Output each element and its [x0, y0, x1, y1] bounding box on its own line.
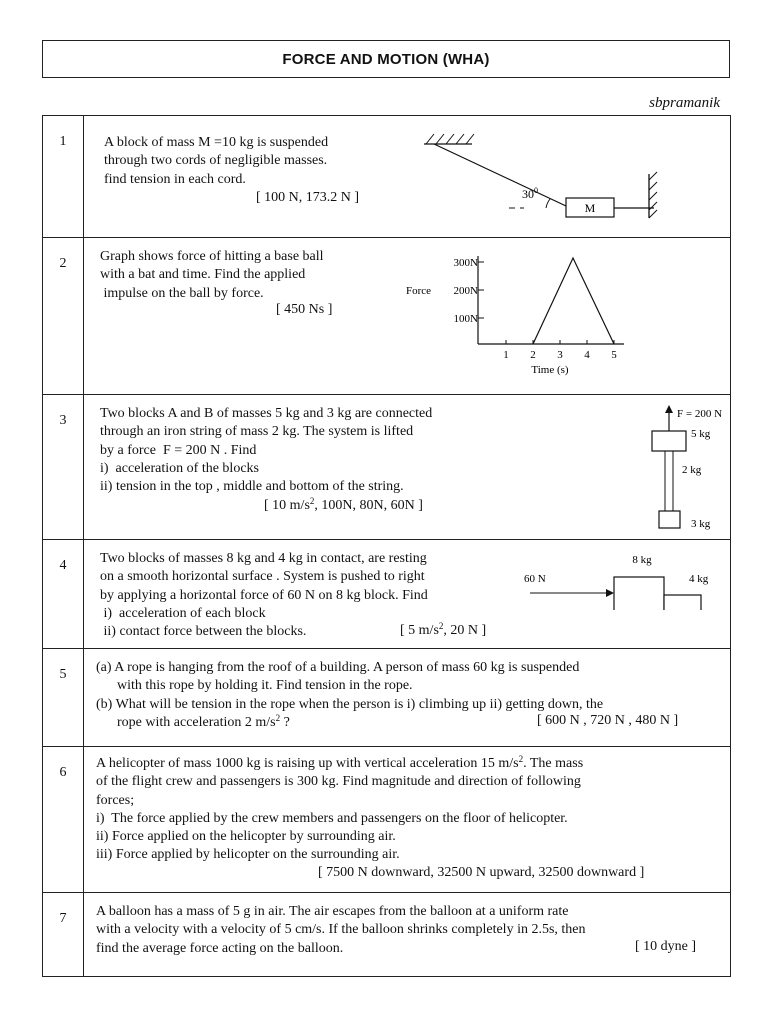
force-curve — [533, 258, 614, 344]
question-number: 1 — [43, 116, 84, 238]
answer: [ 10 dyne ] — [635, 939, 697, 954]
question-table — [42, 115, 731, 977]
question-row — [43, 747, 731, 893]
answer: [ 450 Ns ] — [276, 302, 333, 317]
question-number: 4 — [43, 540, 84, 649]
question-text: Graph shows force of hitting a base ball with a bat and time. Find the applied impulse on the ball by force. — [100, 249, 324, 301]
answer: [ 600 N , 720 N , 480 N ] — [537, 713, 679, 728]
question-row — [43, 649, 731, 747]
xtick-4: 4 — [584, 349, 590, 361]
ytick-300: 300N — [453, 257, 478, 269]
force-label: F = 200 N — [677, 408, 723, 420]
question-number: 5 — [43, 649, 84, 747]
question-number: 7 — [43, 893, 84, 977]
question-body — [84, 893, 731, 977]
question-text: A balloon has a mass of 5 g in air. The air escapes from the balloon at a uniform rate with a velocity with a velocity of 5 cm/s. If the balloon shrinks completely in 2.5s, then find the average force acting on the balloon. — [96, 904, 586, 956]
question-body — [84, 649, 731, 747]
question-text: A helicopter of mass 1000 kg is raising up with vertical acceleration 15 $m/s^2$. The mass of the flight crew and passengers is 300 kg. Find magnitude and direction of following forces; i) The force applied by the crew members and passengers on the floor of helicopter. ii) Force applied on the helicopter by surrounding air. iii) Force applied by helicopter on the surrounding air. — [96, 754, 584, 863]
ytick-200: 200N — [453, 285, 478, 297]
top-mass-label: 5 kg — [691, 428, 711, 440]
question-row — [43, 116, 731, 238]
question-body — [84, 395, 731, 540]
question-number: 6 — [43, 747, 84, 893]
string-mass-label: 2 kg — [682, 464, 702, 476]
angle-label: $30^0$ — [522, 186, 538, 201]
xlabel: Time (s) — [531, 364, 569, 376]
vertical-blocks-figure — [604, 401, 724, 533]
force-time-graph — [402, 246, 632, 386]
block-label: M — [584, 201, 596, 215]
question-body — [84, 116, 731, 238]
xtick-2: 2 — [530, 349, 536, 361]
answer: [ 100 N, 173.2 N ] — [256, 190, 360, 205]
question-text: Two blocks A and B of masses 5 kg and 3 kg are connected through an iron string of mass 2 kg. The system is lifted by a force F = 200 N . Find i) acceleration of the blocks ii) tension in the top , middle and bottom of the string. — [100, 406, 433, 495]
question-text: A block of mass M =10 kg is suspended through two cords of negligible masses. find tension in each cord. — [104, 135, 329, 187]
question-row — [43, 540, 731, 649]
wall-figure — [629, 166, 679, 226]
question-number: 3 — [43, 395, 84, 540]
xtick-3: 3 — [557, 349, 563, 361]
question-body — [84, 747, 731, 893]
question-number: 2 — [43, 238, 84, 395]
xtick-5: 5 — [611, 349, 617, 361]
xtick-1: 1 — [503, 349, 509, 361]
ytick-100: 100N — [453, 313, 478, 325]
question-row — [43, 395, 731, 540]
answer: [ 5 $m/s^2$, 20 N ] — [400, 621, 487, 638]
bottom-mass-label: 3 kg — [691, 518, 711, 530]
answer: [ 7500 N downward, 32500 N upward, 32500 downward ] — [318, 865, 645, 880]
contact-blocks-figure — [524, 548, 714, 610]
question-row — [43, 238, 731, 395]
question-row — [43, 893, 731, 977]
small-mass-label: 4 kg — [689, 573, 709, 585]
question-text: Two blocks of masses 8 kg and 4 kg in contact, are resting on a smooth horizontal surface . System is pushed to right by applying a horizontal force of 60 N on 8 kg block. Find i) acceleration of each block ii) contact force between the blocks. — [100, 551, 428, 640]
suspended-block-figure — [414, 126, 654, 226]
author-name: sbpramanik — [649, 95, 720, 111]
question-body — [84, 540, 731, 649]
page-title: FORCE AND MOTION (WHA) — [282, 50, 490, 68]
ylabel: Force — [406, 285, 432, 297]
question-body — [84, 238, 731, 395]
title-box — [42, 40, 730, 78]
force-label: 60 N — [524, 573, 546, 585]
question-text: (a) A rope is hanging from the roof of a building. A person of mass 60 kg is suspended with this rope by holding it. Find tension in the rope. (b) What will be tension in the rope when the person is i) climbing up ii) getting down, the rope with acceleration 2 $m/s^2$ ? — [96, 660, 604, 730]
answer: [ 10 $m/s^2$, 100N, 80N, 60N ] — [264, 496, 423, 513]
big-mass-label: 8 kg — [632, 554, 652, 566]
